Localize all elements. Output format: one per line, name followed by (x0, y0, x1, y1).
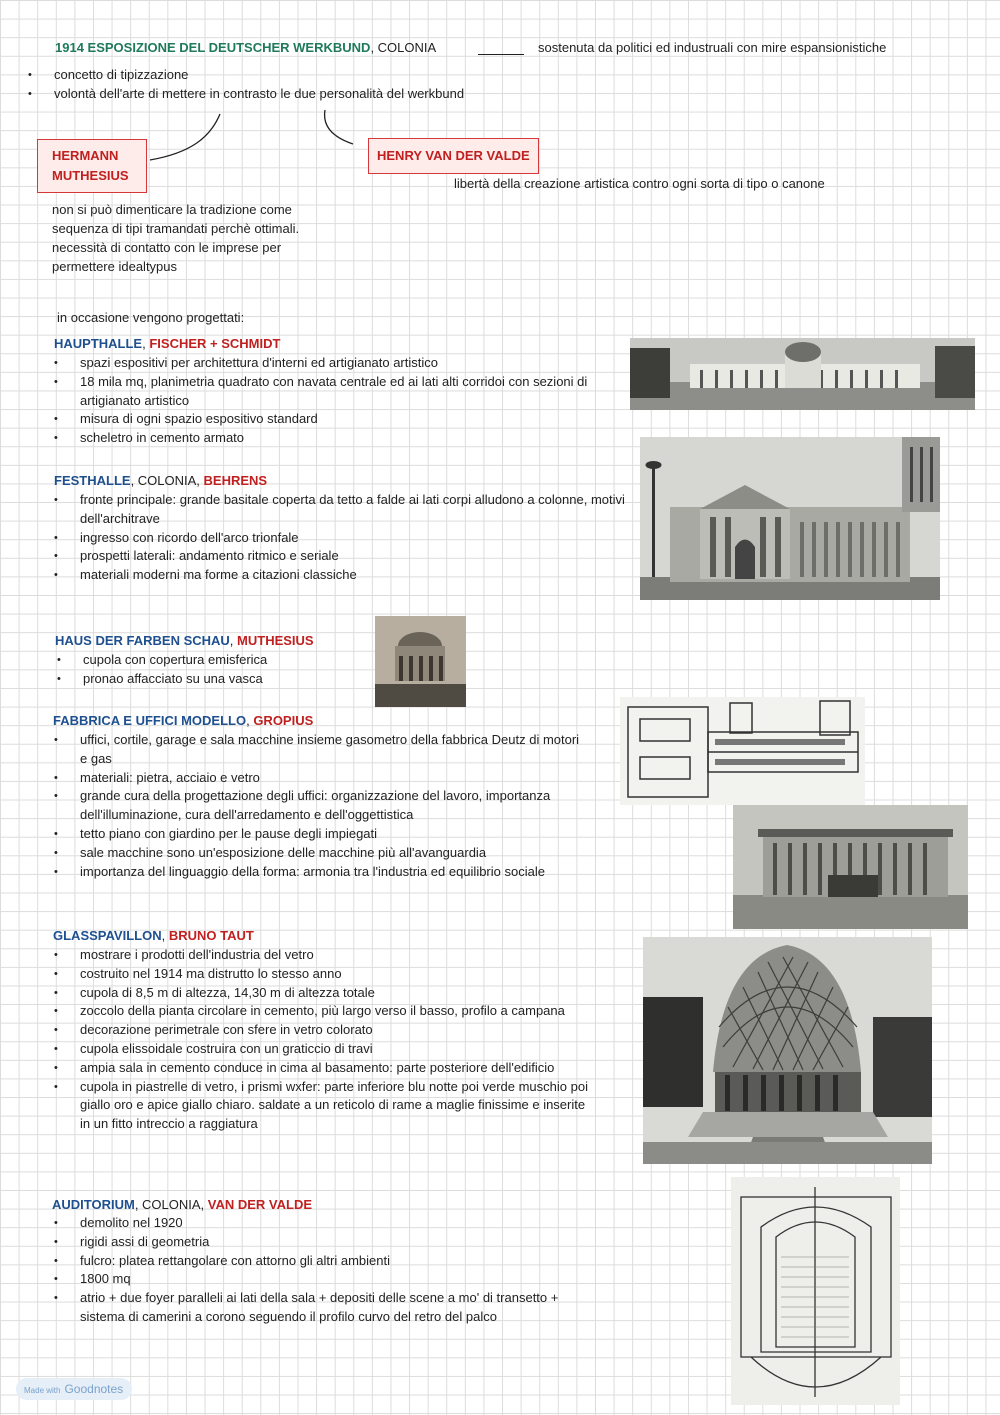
header-bullets (26, 66, 464, 104)
section-name: AUDITORIUM (52, 1197, 135, 1212)
van-de-velde-box: HENRY VAN DER VALDE (368, 138, 539, 174)
list-item: • cupola con copertura emisferica (55, 651, 355, 670)
page-title (55, 40, 436, 55)
haupthalle-bullets (52, 354, 630, 448)
section-sep: , (246, 713, 254, 728)
section-author: GROPIUS (253, 713, 314, 728)
intro-text: in occasione vengono progettati: (57, 310, 245, 325)
fabbrica-bullets (52, 731, 584, 881)
muthesius-name-1: HERMANN (52, 148, 119, 163)
list-item: • 1800 mq (52, 1270, 592, 1289)
section-sep: , (142, 336, 150, 351)
list-item: • materiali moderni ma forme a citazioni classiche (52, 566, 632, 585)
list-item: • spazi espositivi per architettura d'interni ed artigianato artistico (52, 354, 630, 373)
list-item: • mostrare i prodotti dell'industria del vetro (52, 946, 590, 965)
section-name: HAUS DER FARBEN SCHAU (55, 633, 230, 648)
list-item: • fronte principale: grande basitale coperta da tetto a falde ai lati corpi alludono a colonne, motivi dell'architrave (52, 491, 632, 529)
list-item: • costruito nel 1914 ma distrutto lo stesso anno (52, 965, 590, 984)
list-item: • ampia sala in cemento conduce in cima al basamento: parte posteriore dell'edificio (52, 1059, 590, 1078)
goodnotes-badge (16, 1378, 132, 1400)
auditorium-plan (731, 1177, 900, 1405)
glass-photo (643, 937, 932, 1164)
fabbrica-photo (733, 805, 968, 929)
list-item: • scheletro in cemento armato (52, 429, 630, 448)
section-name: GLASSPAVILLON (53, 928, 162, 943)
list-item: • cupola di 8,5 m di altezza, 14,30 m di altezza totale (52, 984, 590, 1003)
haupthalle-photo (630, 338, 975, 410)
list-item: • volontà dell'arte di mettere in contrasto le due personalità del werkbund (26, 85, 464, 104)
section-title-festhalle (54, 473, 267, 488)
section-title-glass (53, 928, 254, 943)
list-item: • cupola in piastrelle di vetro, i prismi wxfer: parte inferiore blu notte poi verde muschio poi giallo oro e apice giallo chiaro. saldate a un reticolo di rame a maglie finissime e inserite in un fitto intreccio a raggiatura (52, 1078, 590, 1134)
section-sep: , (229, 633, 238, 648)
text-line: permettere idealtypus (52, 259, 178, 274)
section-title-auditorium (52, 1197, 312, 1212)
list-item: • grande cura della progettazione degli uffici: organizzazione del lavoro, importanza dell'illuminazione, cura dell'arredamento e dell'oggettistica (52, 787, 584, 825)
section-sep: , COLONIA, (130, 473, 204, 488)
section-author: FISCHER + SCHMIDT (149, 336, 281, 351)
header-note: sostenuta da politici ed industruali con mire espansionistiche (538, 40, 887, 55)
farben-bullets (55, 651, 355, 689)
muthesius-text (52, 200, 299, 276)
farben-photo (375, 616, 466, 707)
muthesius-box (37, 139, 147, 193)
section-title-fabbrica (53, 713, 313, 728)
list-item: • tetto piano con giardino per le pause degli impiegati (52, 825, 584, 844)
section-sep: , COLONIA, (134, 1197, 208, 1212)
festhalle-bullets (52, 491, 632, 585)
section-author: MUTHESIUS (237, 633, 314, 648)
list-item: • prospetti laterali: andamento ritmico e seriale (52, 547, 632, 566)
list-item: • demolito nel 1920 (52, 1214, 592, 1233)
list-item: • 18 mila mq, planimetria quadrato con navata centrale ed ai lati alti corridoi con sezioni di artigianato artistico (52, 373, 630, 411)
list-item: • atrio + due foyer paralleli ai lati della sala + depositi delle scene a mo' di transetto + sistema di camerini a corono seguendo il profilo curvo del retro del palco (52, 1289, 592, 1327)
section-author: BRUNO TAUT (168, 928, 254, 943)
title-text: 1914 ESPOSIZIONE DEL DEUTSCHER WERKBUND (55, 40, 371, 55)
section-title-farben (55, 633, 314, 648)
section-author: BEHRENS (203, 473, 268, 488)
list-item: • rigidi assi di geometria (52, 1233, 592, 1252)
list-item: • decorazione perimetrale con sfere in vetro colorato (52, 1021, 590, 1040)
auditorium-bullets (52, 1214, 592, 1327)
list-item: • misura di ogni spazio espositivo standard (52, 410, 630, 429)
text-line: sequenza di tipi tramandati perchè ottimali. (52, 221, 300, 236)
list-item: • cupola elissoidale costruira con un graticcio di travi (52, 1040, 590, 1059)
section-name: FESTHALLE (54, 473, 131, 488)
list-item: • materiali: pietra, acciaio e vetro (52, 769, 584, 788)
list-item: • uffici, cortile, garage e sala macchine insieme gasometro della fabbrica Deutz di motori e gas (52, 731, 584, 769)
list-item: • ingresso con ricordo dell'arco trionfale (52, 529, 632, 548)
muthesius-name-2: MUTHESIUS (52, 168, 129, 183)
text-line: necessità di contatto con le imprese per (52, 240, 282, 255)
text-line: non si può dimenticare la tradizione come (52, 202, 292, 217)
connector-curves (140, 108, 370, 168)
section-sep: , (161, 928, 169, 943)
section-title-haupthalle (54, 336, 280, 351)
list-item: • sale macchine sono un'esposizione delle macchine più all'avanguardia (52, 844, 584, 863)
made-with-text: Made with (24, 1386, 61, 1395)
section-name: HAUPTHALLE (54, 336, 143, 351)
festhalle-photo (640, 437, 940, 600)
list-item: • concetto di tipizzazione (26, 66, 464, 85)
glass-bullets (52, 946, 590, 1134)
list-item: • fulcro: platea rettangolare con attorno gli altri ambienti (52, 1252, 592, 1271)
list-item: • zoccolo della pianta circolare in cemento, più largo verso il basso, profilo a campana (52, 1002, 590, 1021)
brand-text: Goodnotes (64, 1382, 124, 1396)
section-name: FABBRICA E UFFICI MODELLO (53, 713, 247, 728)
list-item: • pronao affacciato su una vasca (55, 670, 355, 689)
dash-connector (478, 54, 524, 55)
fabbrica-plan (620, 697, 865, 805)
title-city: , COLONIA (370, 40, 437, 55)
van-de-velde-desc: libertà della creazione artistica contro ogni sorta di tipo o canone (454, 176, 825, 191)
section-author: VAN DER VALDE (207, 1197, 313, 1212)
list-item: • importanza del linguaggio della forma: armonia tra l'industria ed equilibrio sociale (52, 863, 584, 882)
